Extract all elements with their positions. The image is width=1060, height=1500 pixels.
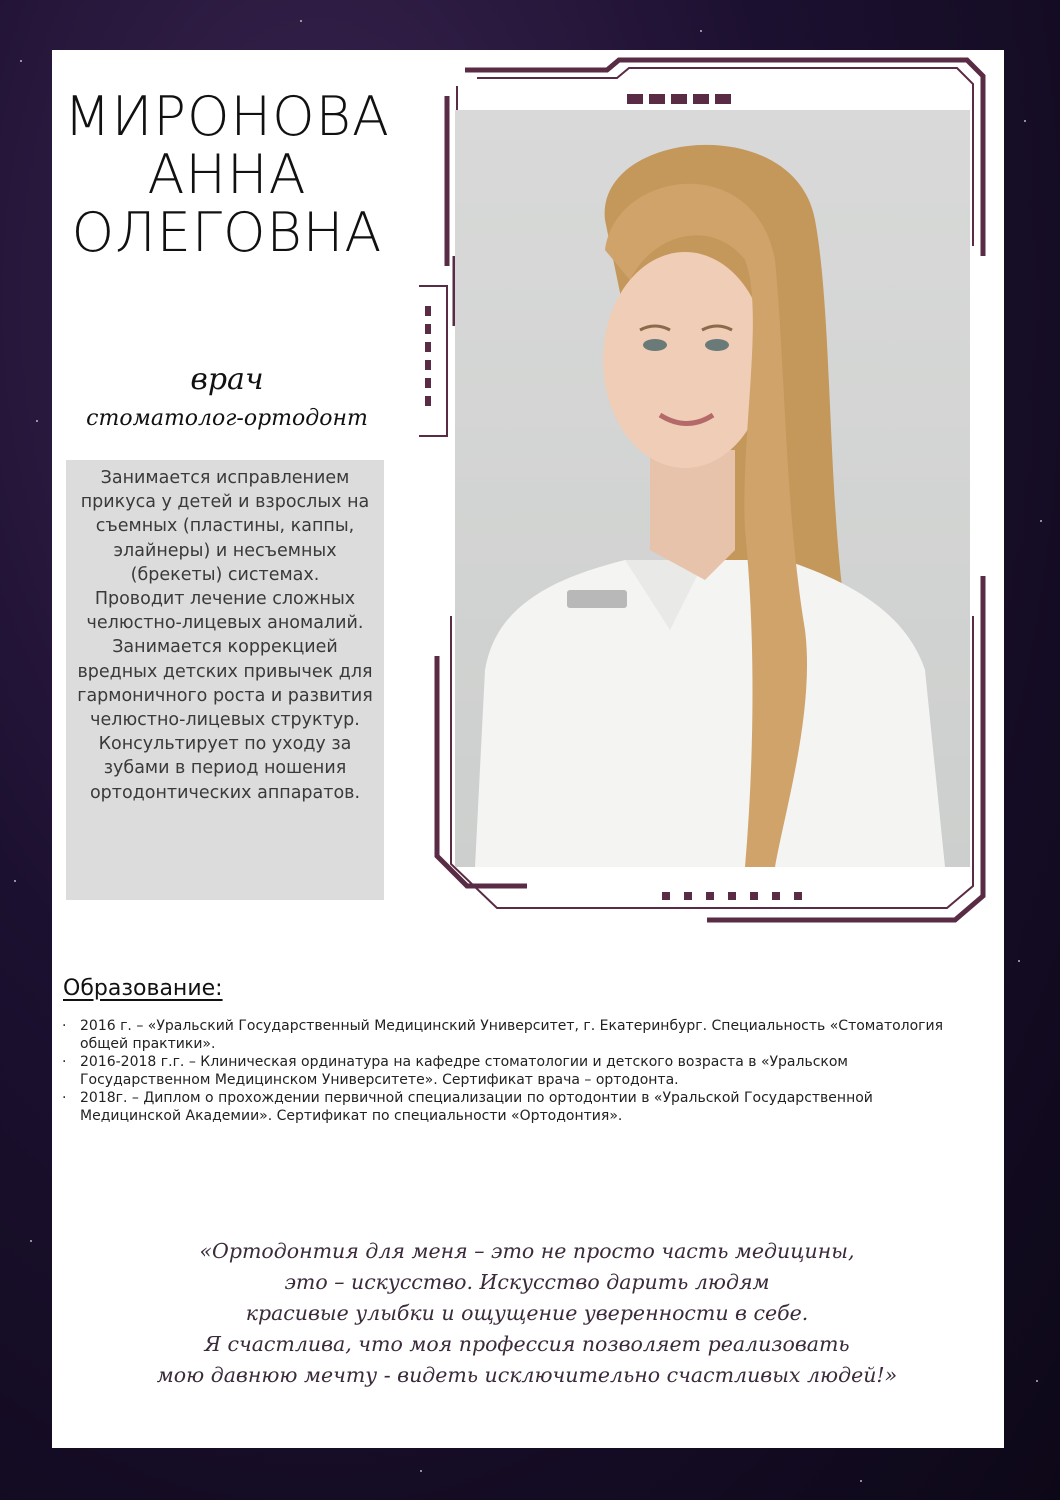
portrait-illustration: [455, 110, 970, 867]
education-item-text: 2016 г. – «Уральский Государственный Медицинский Университет, г. Екатеринбург. Специальность «Стоматология общей практики».: [80, 1018, 944, 1052]
quote-line: Я счастлива, что моя профессия позволяет реализовать: [204, 1332, 850, 1356]
name-line-3: ОЛЕГОВНА: [71, 201, 383, 264]
quote-line: мою давнюю мечту - видеть исключительно счастливых людей!»: [156, 1363, 898, 1387]
doctor-name: [52, 85, 402, 264]
description-box: [66, 460, 384, 900]
quote-line: красивые улыбки и ощущение уверенности в себе.: [245, 1301, 809, 1325]
profile-sheet: [52, 50, 1004, 1448]
portrait-photo: [455, 110, 970, 867]
education-item: · 2018г. – Диплом о прохождении первичной специализации по ортодонтии в «Уральской Государственной Медицинской Академии». Сертификат по специальности «Ортодонтия».: [62, 1090, 873, 1124]
doctor-quote: [92, 1236, 962, 1391]
name-line-1: МИРОНОВА: [64, 85, 390, 148]
education-title: Образование:: [63, 976, 223, 1001]
description-paragraph: Проводит лечение сложных челюстно-лицевых аномалий.: [86, 589, 364, 634]
name-line-2: АННА: [147, 143, 307, 206]
description-paragraph: Занимается исправлением прикуса у детей и взрослых на съемных (пластины, каппы, элайнеры) и несъемных (брекеты) системах.: [80, 468, 370, 585]
education-item: · 2016-2018 г.г. – Клиническая ординатура на кафедре стоматологии и детского возраста в «Уральском Государственном Медицинском Университете». Сертификат врача – ортодонта.: [62, 1054, 848, 1088]
education-item-text: 2018г. – Диплом о прохождении первичной специализации по ортодонтии в «Уральской Государственной Медицинской Академии». Сертификат по специальности «Ортодонтия».: [80, 1090, 873, 1124]
quote-line: это – искусство. Искусство дарить людям: [284, 1270, 770, 1294]
role-specialty: стоматолог-ортодонт: [86, 406, 368, 431]
education-item-text: 2016-2018 г.г. – Клиническая ординатура на кафедре стоматологии и детского возраста в «Уральском Государственном Медицинском Университете». Сертификат врача – ортодонта.: [80, 1054, 848, 1088]
education-list: [62, 1017, 962, 1125]
role-title: врач: [190, 362, 264, 397]
education-item: · 2016 г. – «Уральский Государственный Медицинский Университет, г. Екатеринбург. Специальность «Стоматология общей практики».: [62, 1018, 944, 1052]
description-paragraph: Консультирует по уходу за зубами в период ношения ортодонтических аппаратов.: [89, 734, 361, 803]
quote-line: «Ортодонтия для меня – это не просто часть медицины,: [199, 1239, 855, 1263]
description-paragraph: Занимается коррекцией вредных детских привычек для гармоничного роста и развития челюстно-лицевых структур.: [77, 637, 373, 731]
